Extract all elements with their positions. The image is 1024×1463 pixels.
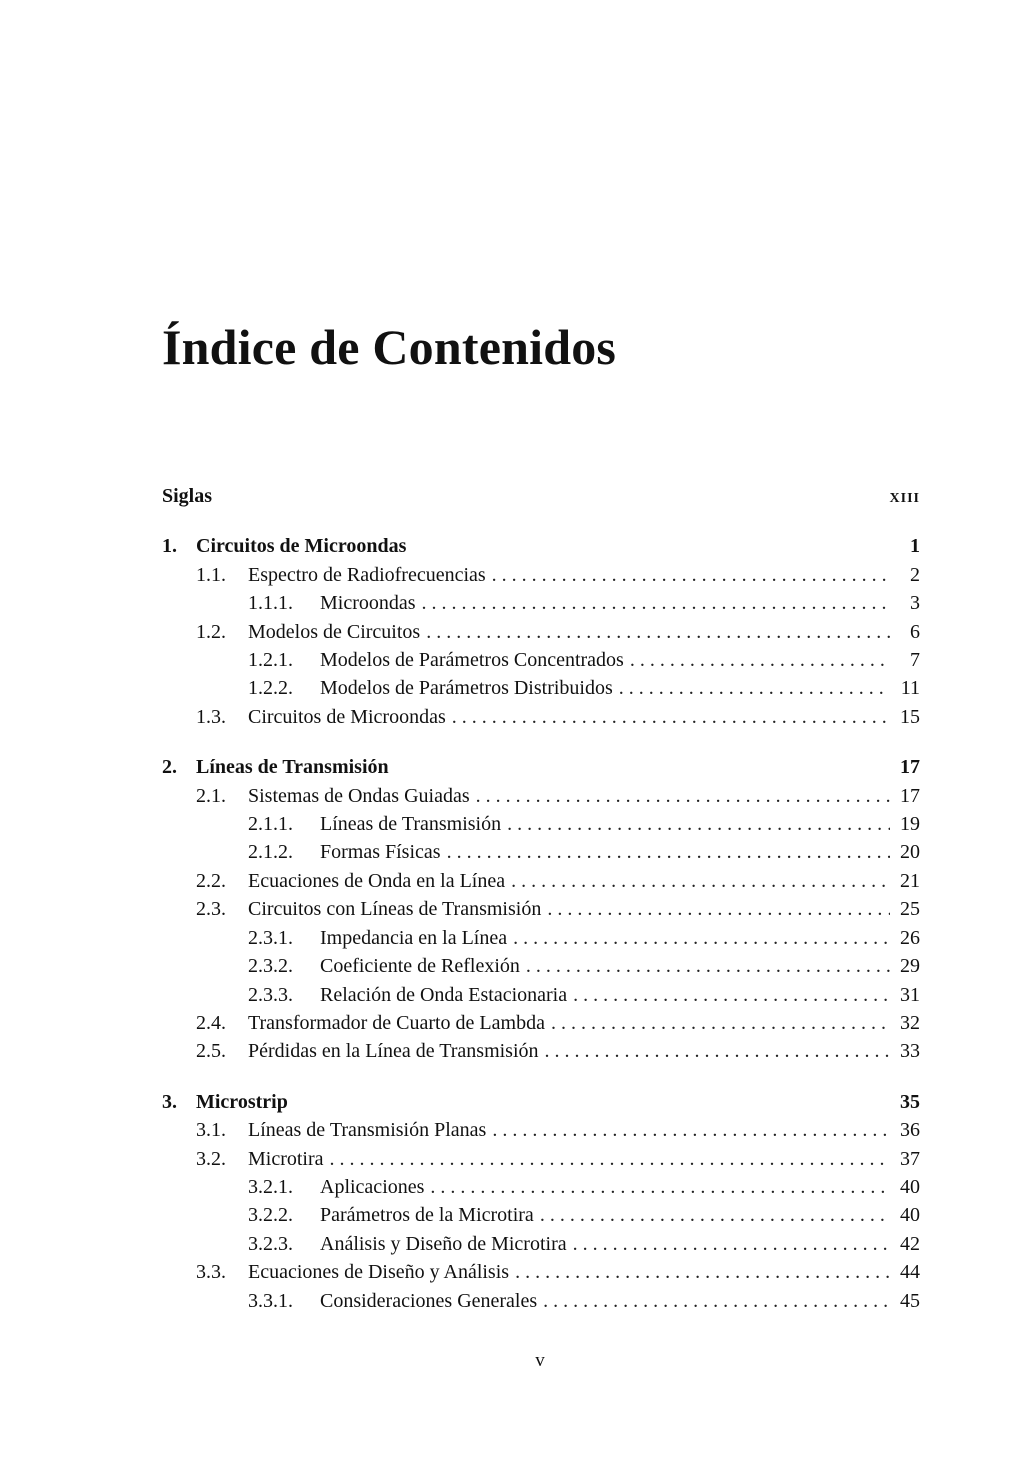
- toc-front-matter-siglas[interactable]: [162, 482, 920, 510]
- toc-page-number: 35: [900, 1090, 920, 1113]
- toc-page-number: xiii: [889, 485, 920, 507]
- toc-page-number: 32: [900, 1011, 920, 1034]
- toc-chapter-number: 2.: [162, 756, 177, 779]
- toc-dot-leader: [422, 589, 890, 617]
- toc-entry-number: 1.3.: [196, 705, 226, 728]
- toc-entry-label: Microtira: [248, 1147, 324, 1170]
- toc-entry-number: 3.3.: [196, 1261, 226, 1284]
- toc-entry-number: 2.1.2.: [248, 841, 293, 864]
- toc-dot-leader: [452, 703, 890, 731]
- toc-subsection-entry[interactable]: [162, 952, 920, 980]
- toc-entry-number: 1.2.: [196, 620, 226, 643]
- toc-entry-label: Análisis y Diseño de Microtira: [320, 1232, 567, 1255]
- toc-page-number: 40: [900, 1175, 920, 1198]
- toc-entry-number: 2.3.: [196, 898, 226, 921]
- toc-dot-leader: [507, 810, 890, 838]
- toc-dot-leader: [426, 618, 890, 646]
- toc-page-number: 6: [910, 620, 920, 643]
- toc-entry-label: Relación de Onda Estacionaria: [320, 983, 568, 1006]
- toc-entry-label: Pérdidas en la Línea de Transmisión: [248, 1040, 539, 1063]
- toc-subsection-entry[interactable]: [162, 1230, 920, 1258]
- toc-section-entry[interactable]: [162, 1145, 920, 1173]
- toc-subsection-entry[interactable]: [162, 810, 920, 838]
- toc-dot-leader: [545, 1037, 890, 1065]
- toc-chapter-1[interactable]: [162, 532, 920, 560]
- toc-entry-label: Consideraciones Generales: [320, 1289, 538, 1312]
- toc-entry-label: Líneas de Transmisión Planas: [248, 1119, 487, 1142]
- toc-entry-label: Sistemas de Ondas Guiadas: [248, 784, 470, 807]
- toc-page-number: 45: [900, 1289, 920, 1312]
- toc-page-number: 40: [900, 1204, 920, 1227]
- toc-page-number: 21: [900, 869, 920, 892]
- toc-entry-number: 1.2.1.: [248, 649, 293, 672]
- toc-chapter-3[interactable]: [162, 1088, 920, 1116]
- toc-dot-leader: [547, 895, 890, 923]
- toc-section-entry[interactable]: [162, 1009, 920, 1037]
- toc-entry-label: Líneas de Transmisión: [320, 813, 502, 836]
- toc-entry-label: Coeficiente de Reflexión: [320, 955, 520, 978]
- toc-section-entry[interactable]: [162, 1258, 920, 1286]
- toc-entry-number: 2.1.: [196, 784, 226, 807]
- toc-entry-number: 3.2.: [196, 1147, 226, 1170]
- toc-entry-label: Microondas: [320, 592, 416, 615]
- toc-entry-label: Ecuaciones de Onda en la Línea: [248, 869, 506, 892]
- toc-chapter-title: Circuitos de Microondas: [196, 535, 407, 558]
- toc-entry-number: 1.2.2.: [248, 677, 293, 700]
- toc-entry-number: 3.3.1.: [248, 1289, 293, 1312]
- toc-entry-label: Ecuaciones de Diseño y Análisis: [248, 1261, 510, 1284]
- toc-section-entry[interactable]: [162, 895, 920, 923]
- toc-chapter-title: Líneas de Transmisión: [196, 756, 389, 779]
- toc-page-number: 25: [900, 898, 920, 921]
- toc-dot-leader: [526, 952, 890, 980]
- toc-section-entry[interactable]: [162, 1116, 920, 1144]
- toc-page-number: 33: [900, 1040, 920, 1063]
- toc-page-number: 44: [900, 1261, 920, 1284]
- toc-entry-label: Modelos de Circuitos: [248, 620, 421, 643]
- toc-dot-leader: [630, 646, 890, 674]
- toc-section-entry[interactable]: [162, 618, 920, 646]
- toc-page-number: 3: [910, 592, 920, 615]
- toc-entry-label: Circuitos con Líneas de Transmisión: [248, 898, 542, 921]
- toc-chapter-2[interactable]: [162, 753, 920, 781]
- toc-dot-leader: [447, 838, 890, 866]
- page-folio: v: [535, 1350, 545, 1371]
- toc-entry-label: Modelos de Parámetros Concentrados: [320, 649, 624, 672]
- toc-dot-leader: [619, 674, 890, 702]
- toc-dot-leader: [551, 1009, 890, 1037]
- toc-section-entry[interactable]: [162, 867, 920, 895]
- toc-entry-number: 2.1.1.: [248, 813, 293, 836]
- toc-entry-number: 2.3.3.: [248, 983, 293, 1006]
- toc-dot-leader: [573, 981, 890, 1009]
- toc-page-number: 19: [900, 813, 920, 836]
- table-of-contents: [162, 482, 920, 1315]
- toc-subsection-entry[interactable]: [162, 981, 920, 1009]
- toc-chapter-title: Microstrip: [196, 1090, 288, 1113]
- toc-entry-number: 2.3.2.: [248, 955, 293, 978]
- toc-page-number: 1: [910, 535, 920, 558]
- toc-dot-leader: [330, 1145, 890, 1173]
- toc-entry-number: 3.2.2.: [248, 1204, 293, 1227]
- toc-entry-label: Aplicaciones: [320, 1175, 425, 1198]
- toc-entry-number: 2.2.: [196, 869, 226, 892]
- toc-page-number: 42: [900, 1232, 920, 1255]
- page-title: Índice de Contenidos: [162, 319, 617, 375]
- toc-entry-label: Impedancia en la Línea: [320, 926, 508, 949]
- toc-entry-label: Transformador de Cuarto de Lambda: [248, 1011, 545, 1034]
- toc-entry-number: 3.2.3.: [248, 1232, 293, 1255]
- toc-section-entry[interactable]: [162, 561, 920, 589]
- toc-entry-label: Espectro de Radiofrecuencias: [248, 563, 486, 586]
- toc-dot-leader: [492, 1116, 890, 1144]
- toc-page-number: 2: [910, 563, 920, 586]
- toc-entry-number: 1.1.: [196, 563, 226, 586]
- toc-page-number: 17: [900, 756, 920, 779]
- toc-entry-label: Circuitos de Microondas: [248, 705, 446, 728]
- toc-page-number: 26: [900, 926, 920, 949]
- toc-dot-leader: [573, 1230, 890, 1258]
- toc-chapter-number: 3.: [162, 1090, 177, 1113]
- toc-subsection-entry[interactable]: [162, 589, 920, 617]
- toc-entry-number: 3.1.: [196, 1119, 226, 1142]
- toc-dot-leader: [476, 782, 890, 810]
- toc-entry-number: 2.4.: [196, 1011, 226, 1034]
- toc-entry-label: Modelos de Parámetros Distribuidos: [320, 677, 613, 700]
- toc-subsection-entry[interactable]: [162, 1201, 920, 1229]
- toc-entry-label: Formas Físicas: [320, 841, 441, 864]
- toc-dot-leader: [513, 924, 890, 952]
- toc-page-number: 29: [900, 955, 920, 978]
- toc-page-number: 7: [910, 649, 920, 672]
- toc-entry-number: 1.1.1.: [248, 592, 293, 615]
- toc-subsection-entry[interactable]: [162, 674, 920, 702]
- toc-dot-leader: [492, 561, 890, 589]
- toc-dot-leader: [511, 867, 890, 895]
- toc-subsection-entry[interactable]: [162, 1173, 920, 1201]
- toc-entry-number: 2.3.1.: [248, 926, 293, 949]
- toc-page-number: 11: [900, 677, 920, 700]
- toc-subsection-entry[interactable]: [162, 924, 920, 952]
- toc-subsection-entry[interactable]: [162, 1287, 920, 1315]
- toc-dot-leader: [515, 1258, 890, 1286]
- toc-subsection-entry[interactable]: [162, 646, 920, 674]
- toc-page-number: 20: [900, 841, 920, 864]
- toc-page-number: 36: [900, 1119, 920, 1142]
- toc-section-entry[interactable]: [162, 1037, 920, 1065]
- toc-page-number: 17: [900, 784, 920, 807]
- toc-subsection-entry[interactable]: [162, 838, 920, 866]
- toc-dot-leader: [430, 1173, 890, 1201]
- toc-chapter-number: 1.: [162, 535, 177, 558]
- toc-section-entry[interactable]: [162, 703, 920, 731]
- toc-entry-label: Parámetros de la Microtira: [320, 1204, 534, 1227]
- toc-entry-label: Siglas: [162, 485, 213, 507]
- toc-dot-leader: [543, 1287, 890, 1315]
- toc-page-number: 31: [900, 983, 920, 1006]
- toc-page-number: 37: [900, 1147, 920, 1170]
- toc-entry-number: 3.2.1.: [248, 1175, 293, 1198]
- toc-page-number: 15: [900, 705, 920, 728]
- toc-entry-number: 2.5.: [196, 1040, 226, 1063]
- toc-section-entry[interactable]: [162, 782, 920, 810]
- toc-dot-leader: [540, 1201, 890, 1229]
